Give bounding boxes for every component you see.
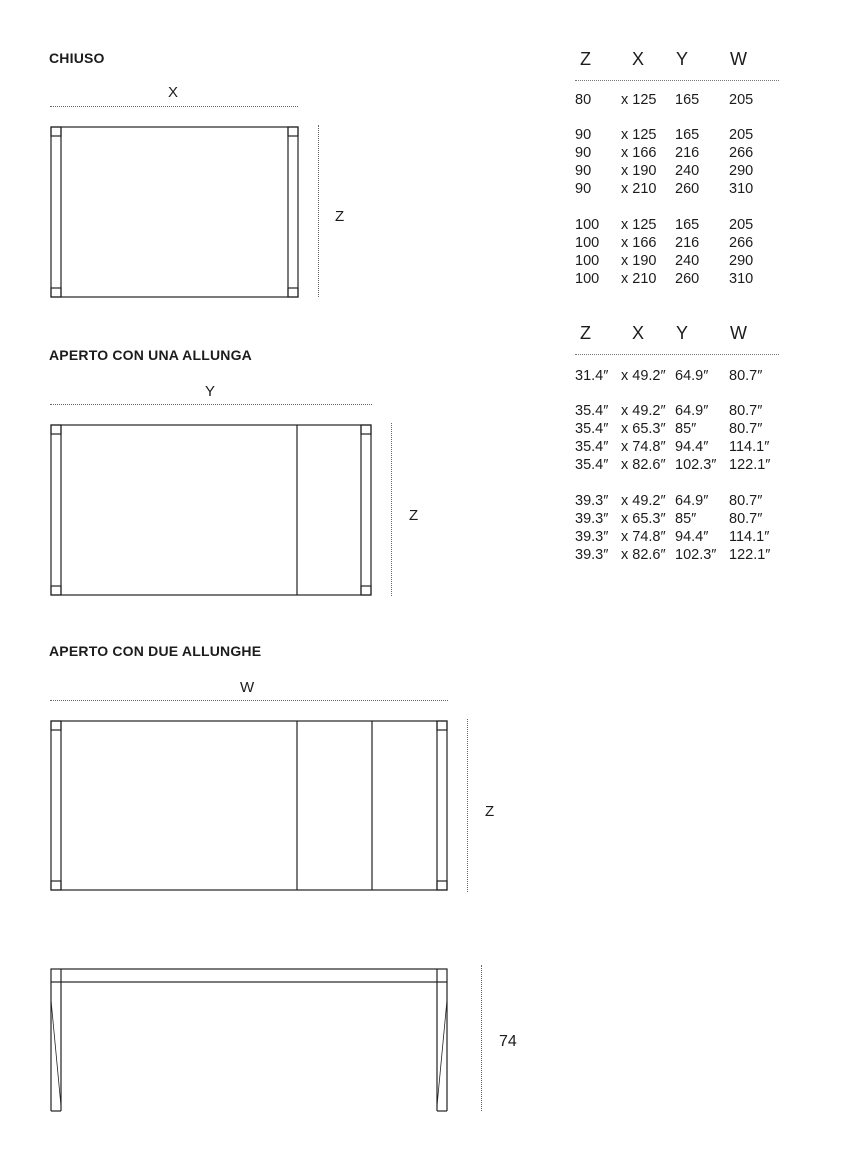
cell-w: 310 — [729, 271, 754, 287]
cell-x: x 49.2″ — [621, 403, 666, 419]
cell-w: 122.1″ — [729, 547, 771, 563]
cell-y: 165 — [675, 127, 700, 143]
cell-z: 90 — [575, 163, 592, 179]
cell-y: 85″ — [675, 421, 697, 437]
cell-z: 100 — [575, 271, 600, 287]
cell-z: 35.4″ — [575, 421, 609, 437]
cell-y: 216 — [675, 235, 700, 251]
cell-z: 35.4″ — [575, 403, 609, 419]
cell-x: x 65.3″ — [621, 511, 666, 527]
cell-y: 64.9″ — [675, 368, 709, 384]
cell-w: 80.7″ — [729, 493, 763, 509]
leg-corner — [437, 721, 447, 730]
cell-x: x 125 — [621, 217, 657, 233]
cell-w: 205 — [729, 127, 754, 143]
cell-w: 310 — [729, 181, 754, 197]
leg-corner — [361, 425, 371, 434]
cell-y: 260 — [675, 181, 700, 197]
cell-w: 266 — [729, 145, 754, 161]
table-front-elevation — [51, 969, 447, 1111]
leg-corner — [51, 586, 61, 595]
depth-dimension-line-two-leaves — [467, 719, 468, 892]
cell-y: 94.4″ — [675, 439, 709, 455]
leg-corner — [51, 881, 61, 890]
width-dimension-label-closed: X — [168, 84, 179, 101]
cell-y: 64.9″ — [675, 493, 709, 509]
view-title-closed: CHIUSO — [49, 50, 105, 66]
cell-x: x 210 — [621, 181, 657, 197]
cell-y: 102.3″ — [675, 547, 717, 563]
cell-y: 240 — [675, 253, 700, 269]
cell-z: 39.3″ — [575, 547, 609, 563]
view-title-one-leaf: APERTO CON UNA ALLUNGA — [49, 347, 252, 363]
leg-corner — [51, 721, 61, 730]
table-header-rule — [575, 354, 779, 355]
cell-x: x 166 — [621, 235, 657, 251]
cell-z: 35.4″ — [575, 457, 609, 473]
cell-y: 216 — [675, 145, 700, 161]
column-header-y: Y — [676, 49, 689, 69]
cell-z: 39.3″ — [575, 529, 609, 545]
cell-x: x 82.6″ — [621, 547, 666, 563]
view-title-two-leaves: APERTO CON DUE ALLUNGHE — [49, 643, 262, 659]
depth-dimension-line-one-leaf — [391, 423, 392, 596]
table-plan-one-leaf — [51, 425, 371, 595]
width-dimension-label-two-leaves: W — [240, 679, 255, 696]
cell-w: 80.7″ — [729, 368, 763, 384]
cell-y: 260 — [675, 271, 700, 287]
column-header-w: W — [730, 49, 747, 69]
cell-y: 102.3″ — [675, 457, 717, 473]
cell-x: x 74.8″ — [621, 529, 666, 545]
column-header-z: Z — [580, 323, 591, 343]
width-dimension-label-one-leaf: Y — [205, 383, 216, 400]
column-header-x: X — [632, 323, 645, 343]
cell-z: 90 — [575, 145, 592, 161]
column-header-w: W — [730, 323, 747, 343]
column-header-z: Z — [580, 49, 591, 69]
cell-y: 165 — [675, 217, 700, 233]
cell-x: x 210 — [621, 271, 657, 287]
depth-dimension-label-two-leaves: Z — [485, 803, 495, 820]
leg-corner — [288, 288, 298, 297]
table-plan-two-leaves — [51, 721, 447, 890]
leg-corner — [51, 288, 61, 297]
cell-x: x 190 — [621, 163, 657, 179]
table-header-rule — [575, 80, 779, 81]
cell-y: 94.4″ — [675, 529, 709, 545]
leg-corner — [51, 127, 61, 136]
cell-z: 100 — [575, 235, 600, 251]
cell-w: 205 — [729, 217, 754, 233]
cell-w: 290 — [729, 253, 754, 269]
cell-w: 290 — [729, 163, 754, 179]
depth-dimension-label-one-leaf: Z — [409, 507, 419, 524]
cell-x: x 49.2″ — [621, 493, 666, 509]
cell-z: 100 — [575, 253, 600, 269]
cell-w: 80.7″ — [729, 511, 763, 527]
cell-x: x 125 — [621, 127, 657, 143]
cell-z: 90 — [575, 181, 592, 197]
cell-z: 100 — [575, 217, 600, 233]
cell-y: 165 — [675, 92, 700, 108]
cell-w: 114.1″ — [729, 439, 770, 455]
cell-w: 266 — [729, 235, 754, 251]
cell-x: x 65.3″ — [621, 421, 666, 437]
cell-z: 35.4″ — [575, 439, 609, 455]
leg-corner — [361, 586, 371, 595]
cell-x: x 49.2″ — [621, 368, 666, 384]
height-dimension-line — [481, 965, 482, 1111]
cell-x: x 190 — [621, 253, 657, 269]
cell-z: 90 — [575, 127, 592, 143]
column-header-y: Y — [676, 323, 689, 343]
cell-y: 85″ — [675, 511, 697, 527]
cell-x: x 125 — [621, 92, 657, 108]
cell-x: x 82.6″ — [621, 457, 666, 473]
cell-w: 114.1″ — [729, 529, 770, 545]
cell-z: 39.3″ — [575, 511, 609, 527]
leg-corner — [437, 881, 447, 890]
table-plan-closed — [51, 127, 298, 297]
cell-z: 39.3″ — [575, 493, 609, 509]
cell-x: x 166 — [621, 145, 657, 161]
column-header-x: X — [632, 49, 645, 69]
cell-w: 122.1″ — [729, 457, 771, 473]
width-dimension-line-two-leaves — [50, 700, 448, 701]
table-top — [51, 969, 447, 982]
cell-w: 80.7″ — [729, 403, 763, 419]
cell-z: 31.4″ — [575, 368, 609, 384]
cell-w: 80.7″ — [729, 421, 763, 437]
width-dimension-line-one-leaf — [50, 404, 372, 405]
leg-corner — [288, 127, 298, 136]
cell-z: 80 — [575, 92, 592, 108]
cell-y: 240 — [675, 163, 700, 179]
depth-dimension-label-closed: Z — [335, 208, 345, 225]
cell-w: 205 — [729, 92, 754, 108]
cell-x: x 74.8″ — [621, 439, 666, 455]
leg-corner — [51, 425, 61, 434]
cell-y: 64.9″ — [675, 403, 709, 419]
height-dimension-label: 74 — [499, 1033, 517, 1050]
